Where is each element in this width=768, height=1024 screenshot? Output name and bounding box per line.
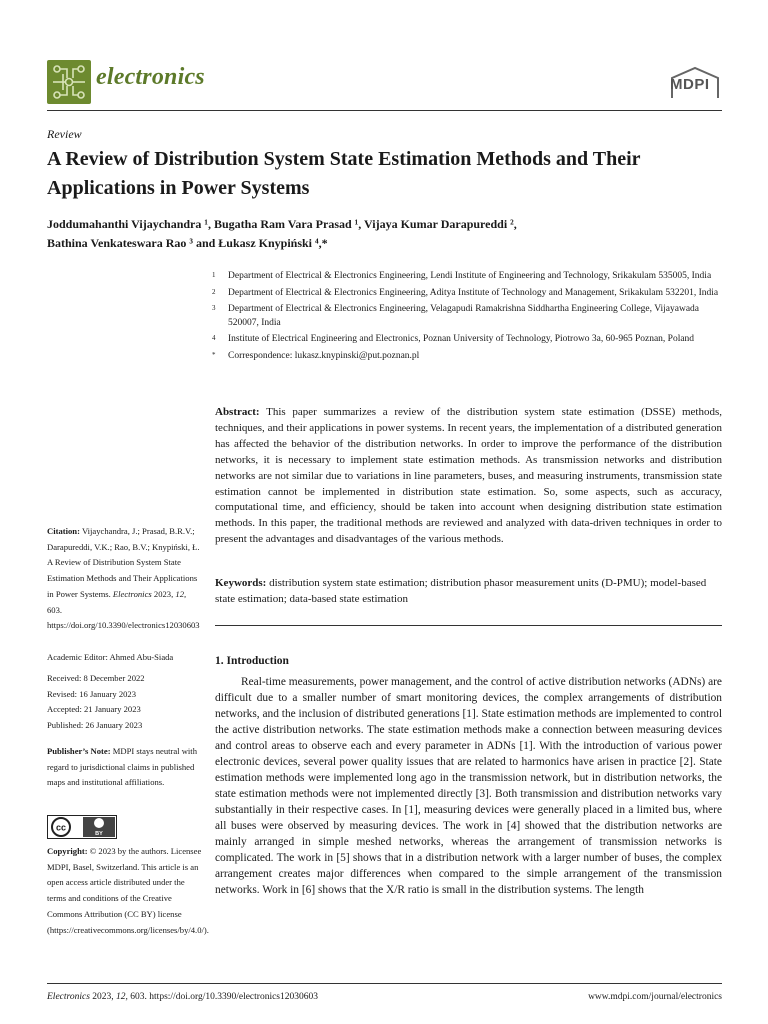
- article-title: A Review of Distribution System State Estimation Methods and Their Applications in Power Systems: [47, 148, 641, 199]
- cc-label: cc: [55, 822, 67, 833]
- cc-by-label: BY: [95, 831, 103, 837]
- affiliations: [212, 270, 722, 366]
- affiliation-2: 2 Department of Electrical & Electronics Engineering, Aditya Institute of Technology and Management, Srikakulam 532201, India: [212, 287, 719, 298]
- citation: Citation: Vijaychandra, J.; Prasad, B.R.V.; Darapureddi, V.K.; Rao, B.V.; Knypiński, Ł. A Review of Distribution System State Estimation Methods and Their Applications in Power Systems. Electronics 2023, 12, 603. https://doi.org/10.3390/electronics12030603: [47, 526, 200, 631]
- revised-date: Revised: 16 January 2023: [47, 688, 137, 699]
- abstract-label: Abstract:: [215, 406, 260, 418]
- abstract: [215, 405, 722, 548]
- abstract-rule: [215, 625, 722, 626]
- footer-citation: Electronics 2023, 12, 603. https://doi.org/10.3390/electronics12030603: [47, 992, 318, 1002]
- publisher-logo-text: MDPI: [670, 76, 710, 93]
- citation-doi-link[interactable]: 603. https://doi.org/10.3390/electronics12030603: [47, 604, 200, 631]
- footer-journal-url[interactable]: www.mdpi.com/journal/electronics: [588, 992, 722, 1002]
- keywords: [215, 576, 722, 608]
- received-date: Received: 8 December 2022: [47, 673, 145, 683]
- keywords-text: distribution system state estimation; distribution phasor measurement units (D-PMU); model-based state estimation; data-based state estimation: [215, 577, 707, 605]
- journal-name: electronics: [96, 64, 205, 90]
- correspondence: * Correspondence: lukasz.knypinski@put.poznan.pl: [212, 350, 420, 361]
- article-type: Review: [47, 127, 82, 141]
- journal-logo: [47, 60, 91, 104]
- accepted-date: Accepted: 21 January 2023: [47, 704, 141, 715]
- article-dates: [47, 671, 202, 734]
- header-rule: [47, 110, 722, 111]
- section-heading-introduction: 1. Introduction: [215, 655, 289, 667]
- authors-line-2: Bathina Venkateswara Rao ³ and Łukasz Knypiński ⁴,*: [47, 236, 328, 250]
- affiliation-1: 1 Department of Electrical & Electronics Engineering, Lendi Institute of Engineering and Technology, Srikakulam 535005, India: [212, 271, 712, 281]
- published-date: Published: 26 January 2023: [47, 720, 143, 731]
- affiliation-4: 4 Institute of Electrical Engineering and Electronics, Poznan University of Technology, Piotrowo 3a, 60-965 Poznan, Poland: [212, 334, 695, 344]
- authors-line-1: Joddumahanthi Vijaychandra ¹, Bugatha Ram Vara Prasad ¹, Vijaya Kumar Darapureddi ²,: [47, 217, 517, 231]
- footer-doi-link[interactable]: 603. https://doi.org/10.3390/electronics12030603: [130, 992, 318, 1002]
- introduction-text: Real-time measurements, power management, and the control of active distribution networks (ADNs) are difficult due to a smaller number of smart monitoring devices, the complex arrangements of distribution networks, and the inclusion of distributed generations [1]. State estimation methods are implemented to control the active distribution networks. The state estimation methods make a connection between measuring devices and control areas to observe each and every parameter in ADNs [1]. With the introduction of various power electronic devices, several power quality issues that are related to harmonics have arisen in practice [2]. State estimation methods were implemented long ago in the transmission network, but in distribution networks, the state estimation methods were not implemented directly [3]. Both transmission and distribution networks vary substantially in their respective cases. In [1], measuring devices were generally placed in a limited bus, where all buses were observed by measuring devices. The work in [4] showed that the distribution networks are mainly arranged in simple meshed networks, whereas the arrangement of transmission networks is complicated. The work in [5] shows that in a distribution network with a larger number of buses, the complex arrangement creates major differences when compared to the simple arrangement of the transmission networks. Work in [6] shows that the X/R ratio is small in the distribution systems. The length: [215, 676, 722, 896]
- copyright: Copyright: © 2023 by the authors. Licensee MDPI, Basel, Switzerland. This article is an open access article distributed under the terms and conditions of the Creative Commons Attribution (CC BY) license (https://creativecommons.org/licenses/by/4.0/).: [47, 846, 209, 935]
- author-list: [47, 215, 727, 253]
- cc-by-license-icon[interactable]: [47, 815, 117, 839]
- footer-rule: [47, 983, 722, 984]
- academic-editor: Academic Editor: Ahmed Abu-Siada: [47, 652, 174, 662]
- publisher-note: Publisher’s Note: MDPI stays neutral with regard to jurisdictional claims in published maps and institutional affiliations.: [47, 746, 197, 788]
- affiliation-3: 3 Department of Electrical & Electronics Engineering, Velagapudi Ramakrishna Siddhartha Engineering College, Vijayawada 520007, India: [212, 304, 700, 328]
- abstract-text: This paper summarizes a review of the distribution system state estimation (DSSE) methods, techniques, and their applications in power systems. In recent years, the implementation of a distributed generation has affected the behavior of the distribution networks. In order to improve the performance of the distribution networks, it is necessary to implement state estimation methods. As transmission networks and distribution networks are not similar due to variations in line parameters, buses, and measuring instruments, transmission state estimation cannot be implemented in distribution state estimation. So, some aspects, such as accuracy, computational time, and efficiency, should be taken into account when designing distribution state estimation methods. In this paper, the traditional methods are reviewed and analyzed with data-driven techniques in order to present the advantages and disadvantages of the various methods.: [215, 406, 722, 546]
- keywords-label: Keywords:: [215, 577, 267, 589]
